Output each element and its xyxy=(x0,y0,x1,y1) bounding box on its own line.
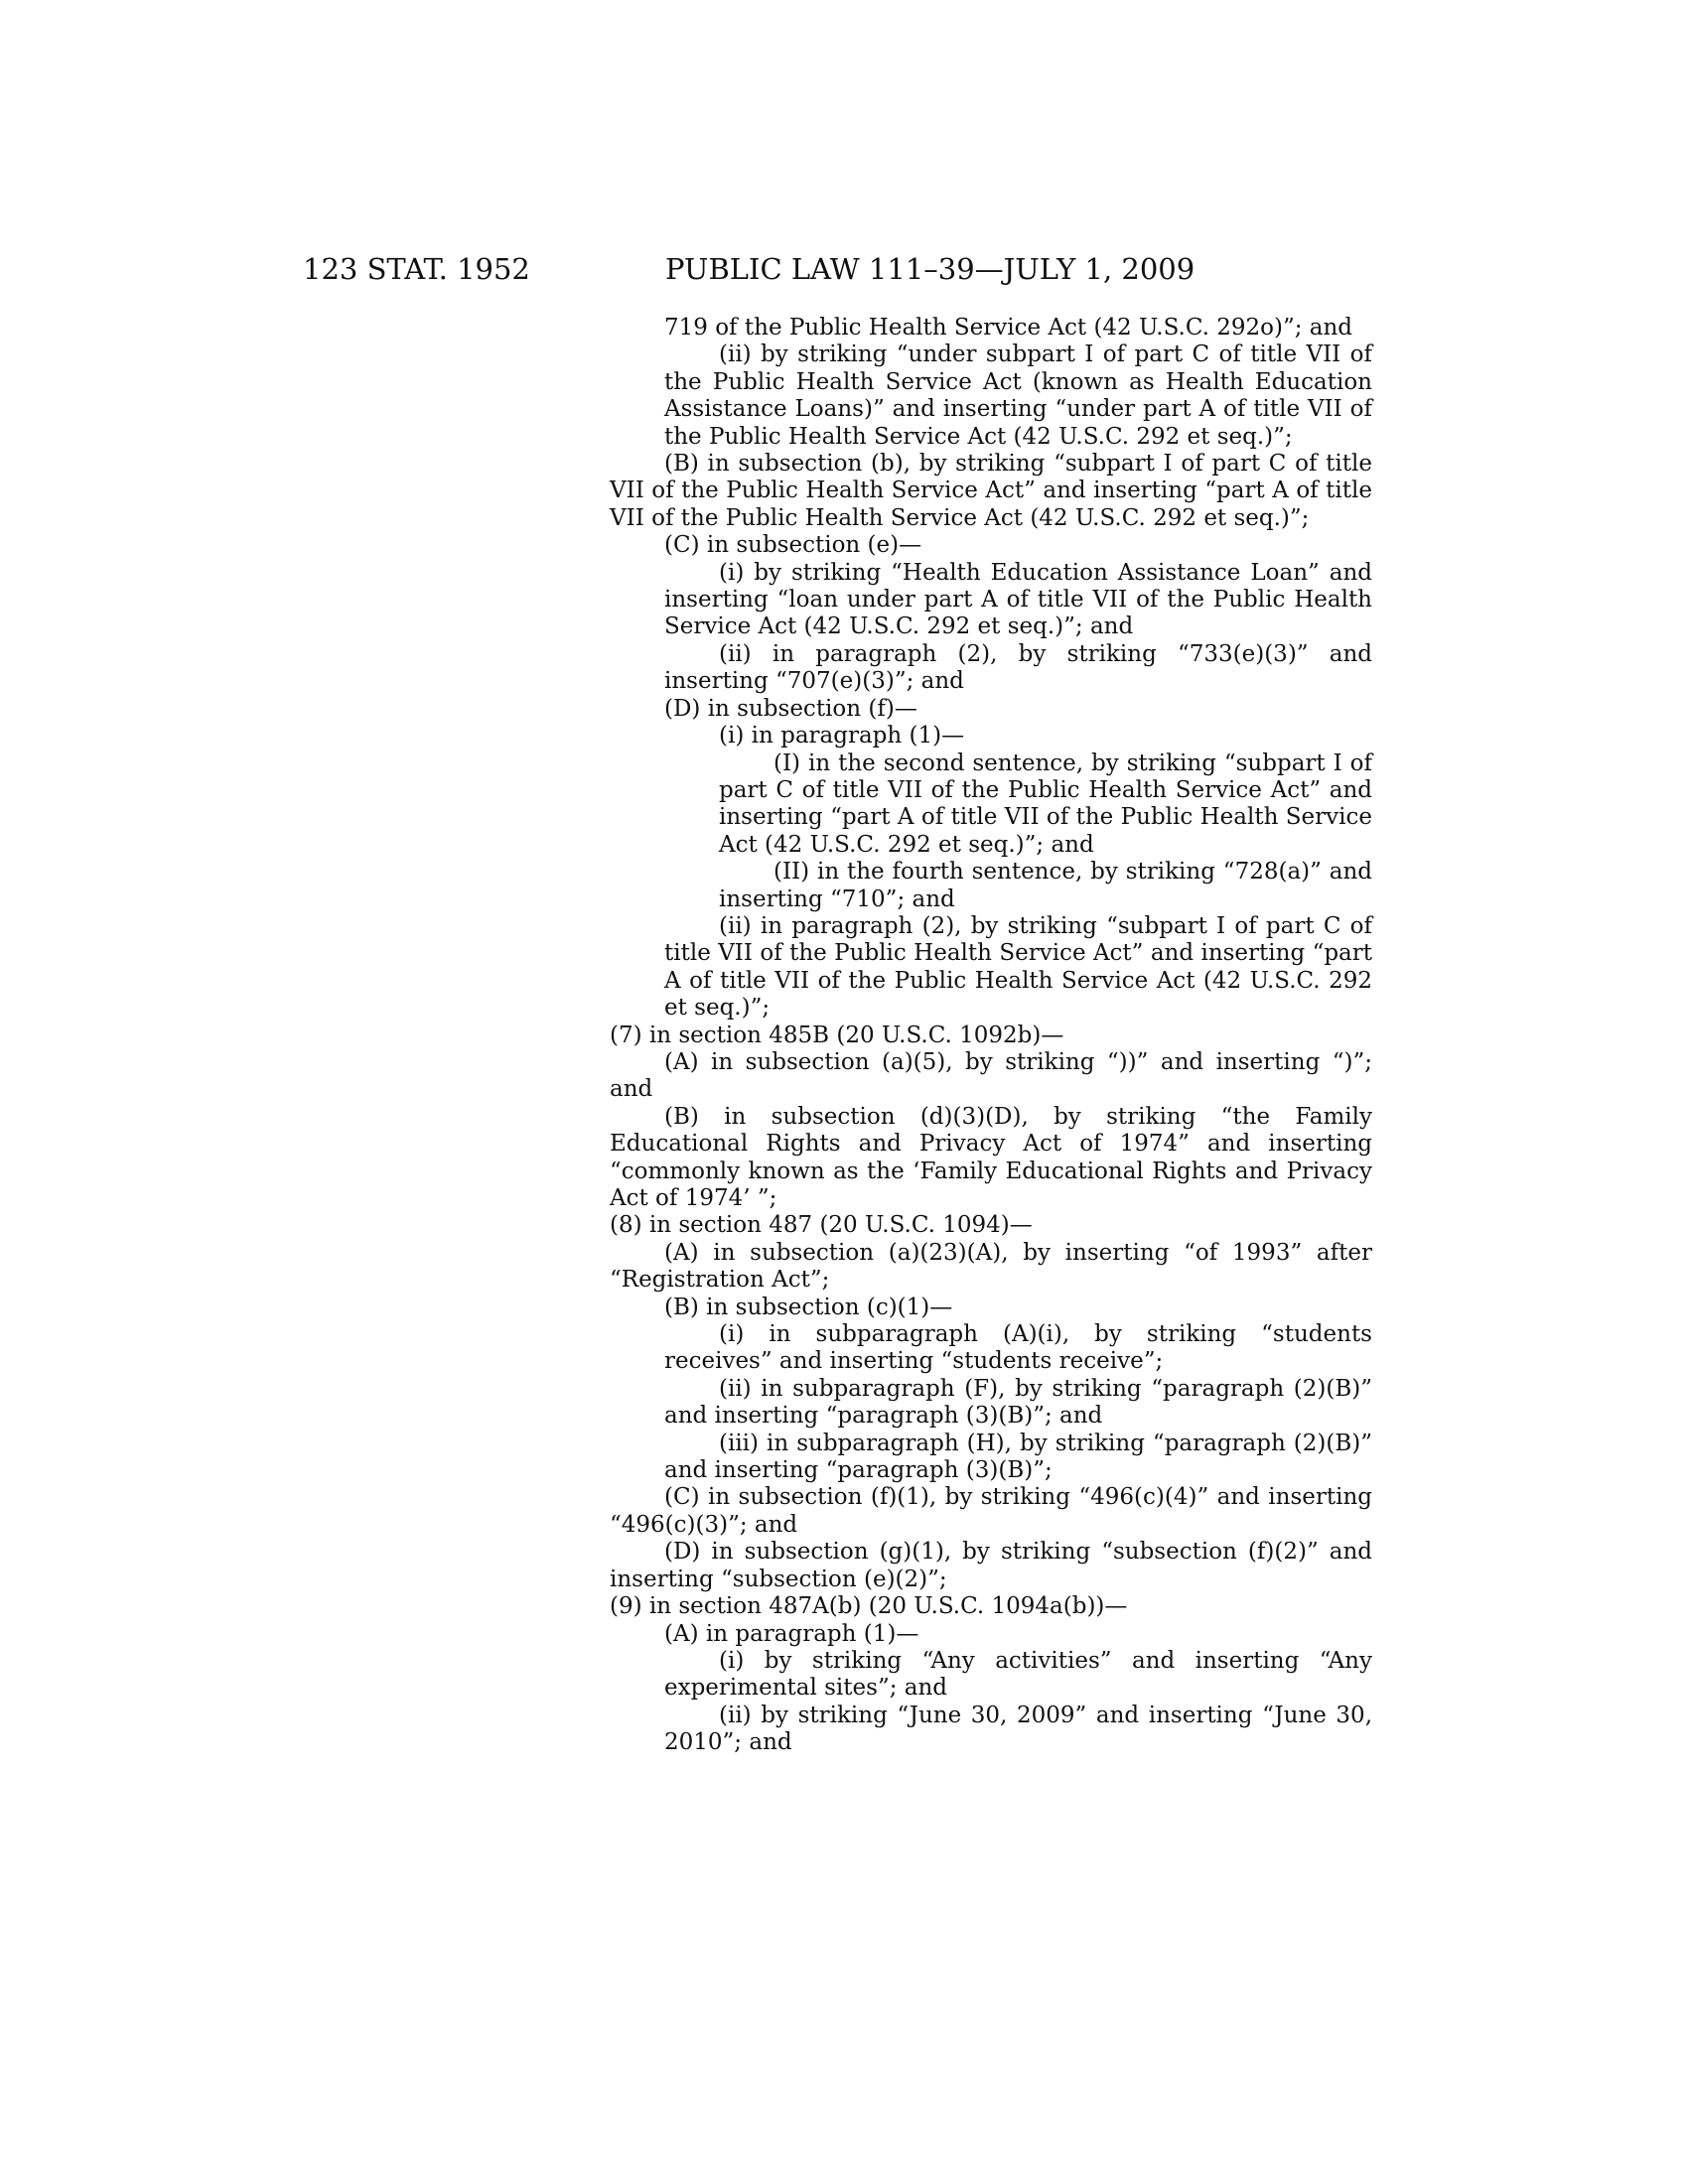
statute-paragraph: (II) in the fourth sentence, by striking “728(a)” and inserting “710”; and xyxy=(719,859,1372,912)
statute-paragraph: (D) in subsection (f)— xyxy=(664,695,917,722)
statute-paragraph: (ii) in subparagraph (F), by striking “paragraph (2)(B)” and inserting “paragraph (3)(B)”; and xyxy=(664,1375,1372,1430)
statute-paragraph: (i) in subparagraph (A)(i), by striking “students receives” and inserting “students receive”; xyxy=(664,1321,1372,1375)
statute-paragraph: (ii) by striking “under subpart I of part C of title VII of the Public Health Service Act (known as Health Education Assistance Loans)” and inserting “under part A of title VII of the Public Health Service Act (42 U.S.C. 292 et seq.)”; xyxy=(664,341,1372,450)
statute-paragraph: (A) in subsection (a)(5), by striking “))” and inserting “)”; and xyxy=(610,1048,1372,1103)
statute-paragraph: (B) in subsection (b), by striking “subpart I of part C of title VII of the Public Health Service Act” and inserting “part A of title VII of the Public Health Service Act (42 U.S.C. 292 et seq.)”; xyxy=(610,451,1372,531)
statute-paragraph: (i) by striking “Health Education Assistance Loan” and inserting “loan under part A of title VII of the Public Health Service Act (42 U.S.C. 292 et seq.)”; and xyxy=(664,559,1372,640)
statute-paragraph: (ii) in paragraph (2), by striking “733(e)(3)” and inserting “707(e)(3)”; and xyxy=(664,640,1372,695)
statute-citation: 123 STAT. 1952 xyxy=(303,252,530,286)
statute-body xyxy=(610,315,1372,1757)
statute-paragraph: (A) in paragraph (1)— xyxy=(664,1620,919,1647)
statute-paragraph: (9) in section 487A(b) (20 U.S.C. 1094a(b))— xyxy=(610,1593,1128,1620)
statute-paragraph: (ii) in paragraph (2), by striking “subpart I of part C of title VII of the Public Health Service Act” and inserting “part A of title VII of the Public Health Service Act (42 U.S.C. 292 et seq.)”; xyxy=(664,912,1372,1022)
statute-paragraph: (C) in subsection (e)— xyxy=(664,532,922,559)
statute-paragraph: (B) in subsection (d)(3)(D), by striking “the Family Educational Rights and Privacy Act of 1974” and inserting “commonly known as the ‘Family Educational Rights and Privacy Act of 1974’ ”; xyxy=(610,1103,1372,1211)
statute-paragraph: (I) in the second sentence, by striking “subpart I of part C of title VII of the Public Health Service Act” and inserting “part A of title VII of the Public Health Service Act (42 U.S.C. 292 et seq.)”; and xyxy=(719,750,1372,858)
statute-paragraph: (ii) by striking “June 30, 2009” and inserting “June 30, 2010”; and xyxy=(664,1702,1372,1756)
statute-paragraph: 719 of the Public Health Service Act (42 U.S.C. 292o)”; and xyxy=(664,315,1353,341)
statute-paragraph: (7) in section 485B (20 U.S.C. 1092b)— xyxy=(610,1022,1064,1048)
statute-paragraph: (D) in subsection (g)(1), by striking “subsection (f)(2)” and inserting “subsection (e)(2)”; xyxy=(610,1539,1372,1592)
statute-paragraph: (A) in subsection (a)(23)(A), by inserting “of 1993” after “Registration Act”; xyxy=(610,1239,1372,1294)
statute-paragraph: (C) in subsection (f)(1), by striking “496(c)(4)” and inserting “496(c)(3)”; and xyxy=(610,1484,1372,1538)
statute-paragraph: (i) by striking “Any activities” and inserting “Any experimental sites”; and xyxy=(664,1647,1372,1702)
running-head: PUBLIC LAW 111–39—JULY 1, 2009 xyxy=(665,252,1196,286)
statute-paragraph: (B) in subsection (c)(1)— xyxy=(664,1294,953,1320)
statute-paragraph: (iii) in subparagraph (H), by striking “paragraph (2)(B)” and inserting “paragraph (3)(B)”; xyxy=(664,1430,1372,1484)
statute-paragraph: (8) in section 487 (20 U.S.C. 1094)— xyxy=(610,1212,1033,1239)
statute-paragraph: (i) in paragraph (1)— xyxy=(719,723,965,750)
